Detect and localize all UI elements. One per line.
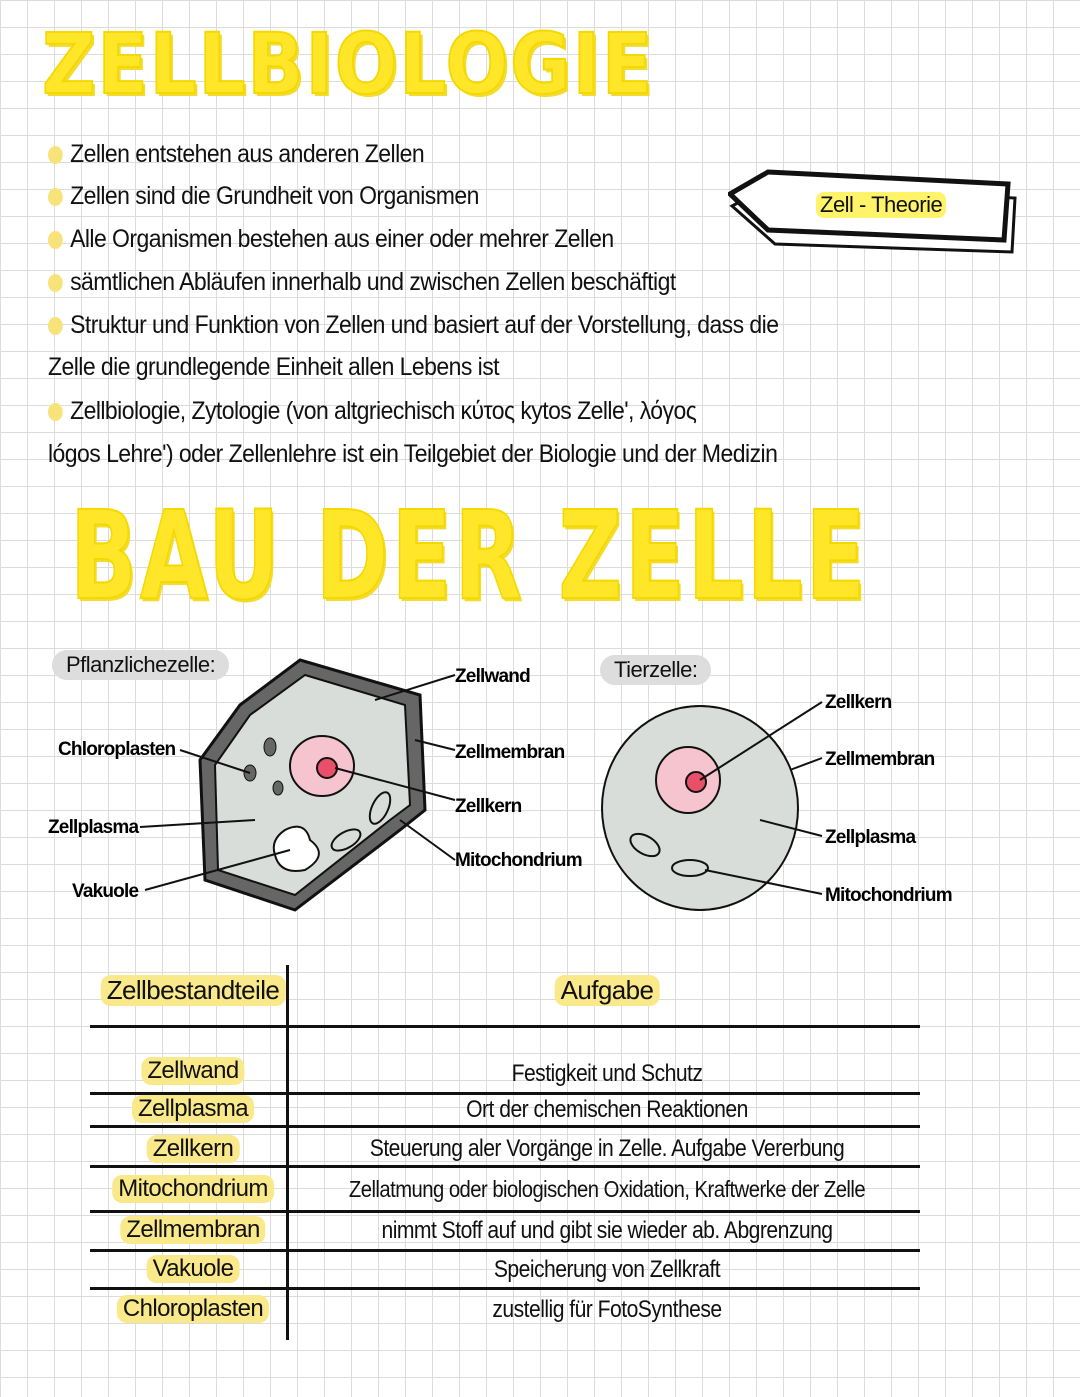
row-divider bbox=[90, 1287, 920, 1290]
bullet-text: Alle Organismen bestehen aus einer oder mehrer Zellen bbox=[70, 225, 614, 253]
row-name: Zellwand bbox=[141, 1057, 244, 1085]
section-title: BAU DER ZELLE bbox=[70, 485, 869, 627]
label-chloroplasten: Chloroplasten bbox=[58, 739, 176, 760]
row-name: Mitochondrium bbox=[112, 1175, 274, 1203]
row-name: Zellmembran bbox=[120, 1216, 265, 1244]
row-task: Steuerung aler Vorgänge in Zelle. Aufgabe Vererbung bbox=[369, 1135, 845, 1162]
bullet-continuation: lógos Lehre') oder Zellenlehre ist ein Teilgebiet der Biologie und der Medizin bbox=[48, 440, 778, 468]
row-divider bbox=[90, 1249, 920, 1252]
bullet-dot-icon bbox=[48, 231, 63, 249]
label-zellkern: Zellkern bbox=[825, 692, 892, 713]
bullet-text: sämtlichen Abläufen innerhalb und zwischen Zellen beschäftigt bbox=[70, 268, 676, 296]
bullet bbox=[48, 225, 614, 254]
animal-cell-heading: Tierzelle: bbox=[600, 655, 711, 685]
row-task: Ort der chemischen Reaktionen bbox=[466, 1096, 748, 1123]
bullet bbox=[48, 140, 424, 169]
plant-cell-heading: Pflanzlichezelle: bbox=[52, 650, 229, 680]
row-task: nimmt Stoff auf und gibt sie wieder ab. Abgrenzung bbox=[381, 1217, 833, 1244]
row-name: Chloroplasten bbox=[117, 1295, 269, 1323]
bullet bbox=[48, 268, 676, 297]
row-divider bbox=[90, 1125, 920, 1128]
bullet-dot-icon bbox=[48, 146, 63, 164]
row-task: Zellatmung oder biologischen Oxidation, Kraftwerke der Zelle bbox=[348, 1176, 866, 1202]
page-title: ZELLBIOLOGIE bbox=[42, 15, 655, 113]
cell-components-table bbox=[90, 965, 920, 1340]
row-task: zustellig für FotoSynthese bbox=[492, 1296, 722, 1323]
bullet bbox=[48, 397, 696, 426]
bullet-dot-icon bbox=[48, 317, 63, 335]
row-name: Vakuole bbox=[147, 1255, 240, 1283]
bullet-text: Zellen sind die Grundheit von Organismen bbox=[70, 182, 479, 210]
bullet bbox=[48, 182, 479, 211]
row-divider bbox=[90, 1165, 920, 1168]
bullet-dot-icon bbox=[48, 403, 63, 421]
column-divider bbox=[286, 965, 289, 1340]
row-divider bbox=[90, 1210, 920, 1213]
zell-theorie-tag bbox=[728, 166, 1018, 262]
label-zellwand: Zellwand bbox=[455, 666, 530, 687]
header-aufgabe: Aufgabe bbox=[555, 975, 660, 1006]
bullet-dot-icon bbox=[48, 274, 63, 292]
label-mitochondrium: Mitochondrium bbox=[825, 885, 952, 906]
row-name: Zellplasma bbox=[132, 1095, 254, 1123]
label-zellkern: Zellkern bbox=[455, 796, 522, 817]
row-task: Festigkeit und Schutz bbox=[511, 1060, 703, 1087]
plant-cell-diagram bbox=[48, 660, 582, 910]
bullet-text: Struktur und Funktion von Zellen und basiert auf der Vorstellung, dass die bbox=[70, 311, 779, 339]
label-vakuole: Vakuole bbox=[72, 881, 139, 902]
bullet bbox=[48, 311, 778, 340]
header-divider bbox=[90, 1025, 920, 1028]
bullet-continuation: Zelle die grundlegende Einheit allen Lebens ist bbox=[48, 353, 500, 381]
cell-diagrams bbox=[0, 640, 1080, 930]
label-mitochondrium: Mitochondrium bbox=[455, 850, 582, 871]
label-zellmembran: Zellmembran bbox=[455, 742, 565, 763]
header-zellbestandteile: Zellbestandteile bbox=[101, 975, 286, 1006]
animal-cell-diagram bbox=[602, 692, 952, 910]
row-name: Zellkern bbox=[147, 1135, 240, 1163]
label-zellmembran: Zellmembran bbox=[825, 749, 935, 770]
label-zellplasma: Zellplasma bbox=[48, 817, 139, 838]
bullet-text: Zellbiologie, Zytologie (von altgriechisch κύτος kytos Zelle', λόγος bbox=[70, 397, 697, 425]
row-task: Speicherung von Zellkraft bbox=[493, 1256, 721, 1283]
bullet-text: Zellen entstehen aus anderen Zellen bbox=[70, 140, 425, 168]
label-zellplasma: Zellplasma bbox=[825, 827, 916, 848]
tag-label: Zell - Theorie bbox=[816, 192, 946, 218]
bullet-dot-icon bbox=[48, 188, 63, 206]
